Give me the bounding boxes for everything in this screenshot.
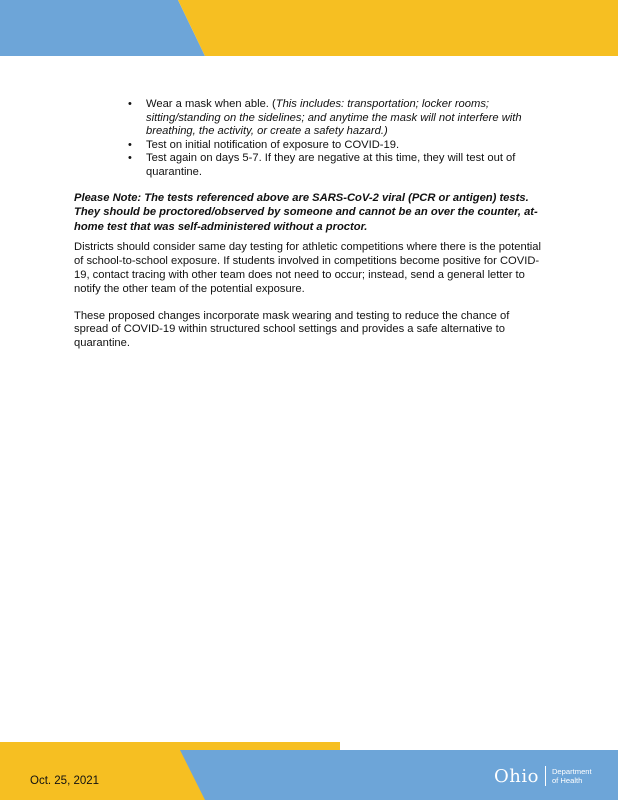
bullet-dot-icon: • — [128, 98, 132, 110]
please-note: Please Note: The tests referenced above are SARS-CoV-2 viral (PCR or antigen) tests. They should be proctored/observed by someone and cannot be an over the counter, at-home test that was self-administered without a proctor. — [74, 191, 538, 233]
footer-date: Oct. 25, 2021 — [30, 775, 100, 787]
bullet-list — [74, 98, 544, 180]
logo-divider — [545, 766, 546, 786]
paragraph-proposed-changes: These proposed changes incorporate mask wearing and testing to reduce the chance of spread of COVID-19 within structured school settings and provides a safe alternative to quarantine. — [74, 309, 510, 350]
logo-wordmark: Ohio — [494, 765, 539, 787]
list-item — [74, 139, 544, 153]
header-yellow-band — [178, 0, 618, 56]
list-item — [74, 98, 544, 139]
header-blue-band — [0, 0, 205, 56]
bullet-italic-text: This includes: transportation; locker rooms; sitting/standing on the sidelines; and anytime the mask will not interfere with breathing, the activity, or create a safety hazard.) — [146, 98, 522, 138]
bullet-dot-icon: • — [128, 152, 132, 165]
bullet-dot-icon: • — [128, 138, 132, 151]
document-body — [74, 98, 544, 351]
logo-department-text — [552, 767, 592, 785]
paragraph-same-day-testing: Districts should consider same day testing for athletic competitions where there is the potential of school-to-school exposure. If students involved in competitions become positive for COVID-19, contact tracing with other team does not need to occur; instead, send a general letter to notify the other team of the potential exposure. — [74, 241, 541, 295]
bullet-text: Test again on days 5-7. If they are negative at this time, they will test out of quarantine. — [146, 152, 516, 178]
ohio-department-of-health-logo — [494, 764, 592, 788]
bullet-text: Wear a mask when able. ( — [146, 98, 276, 110]
logo-dept-line1: Department — [551, 767, 592, 776]
logo-dept-line2: of Health — [551, 776, 583, 785]
list-item — [74, 152, 544, 179]
bullet-text: Test on initial notification of exposure to COVID-19. — [146, 138, 400, 151]
